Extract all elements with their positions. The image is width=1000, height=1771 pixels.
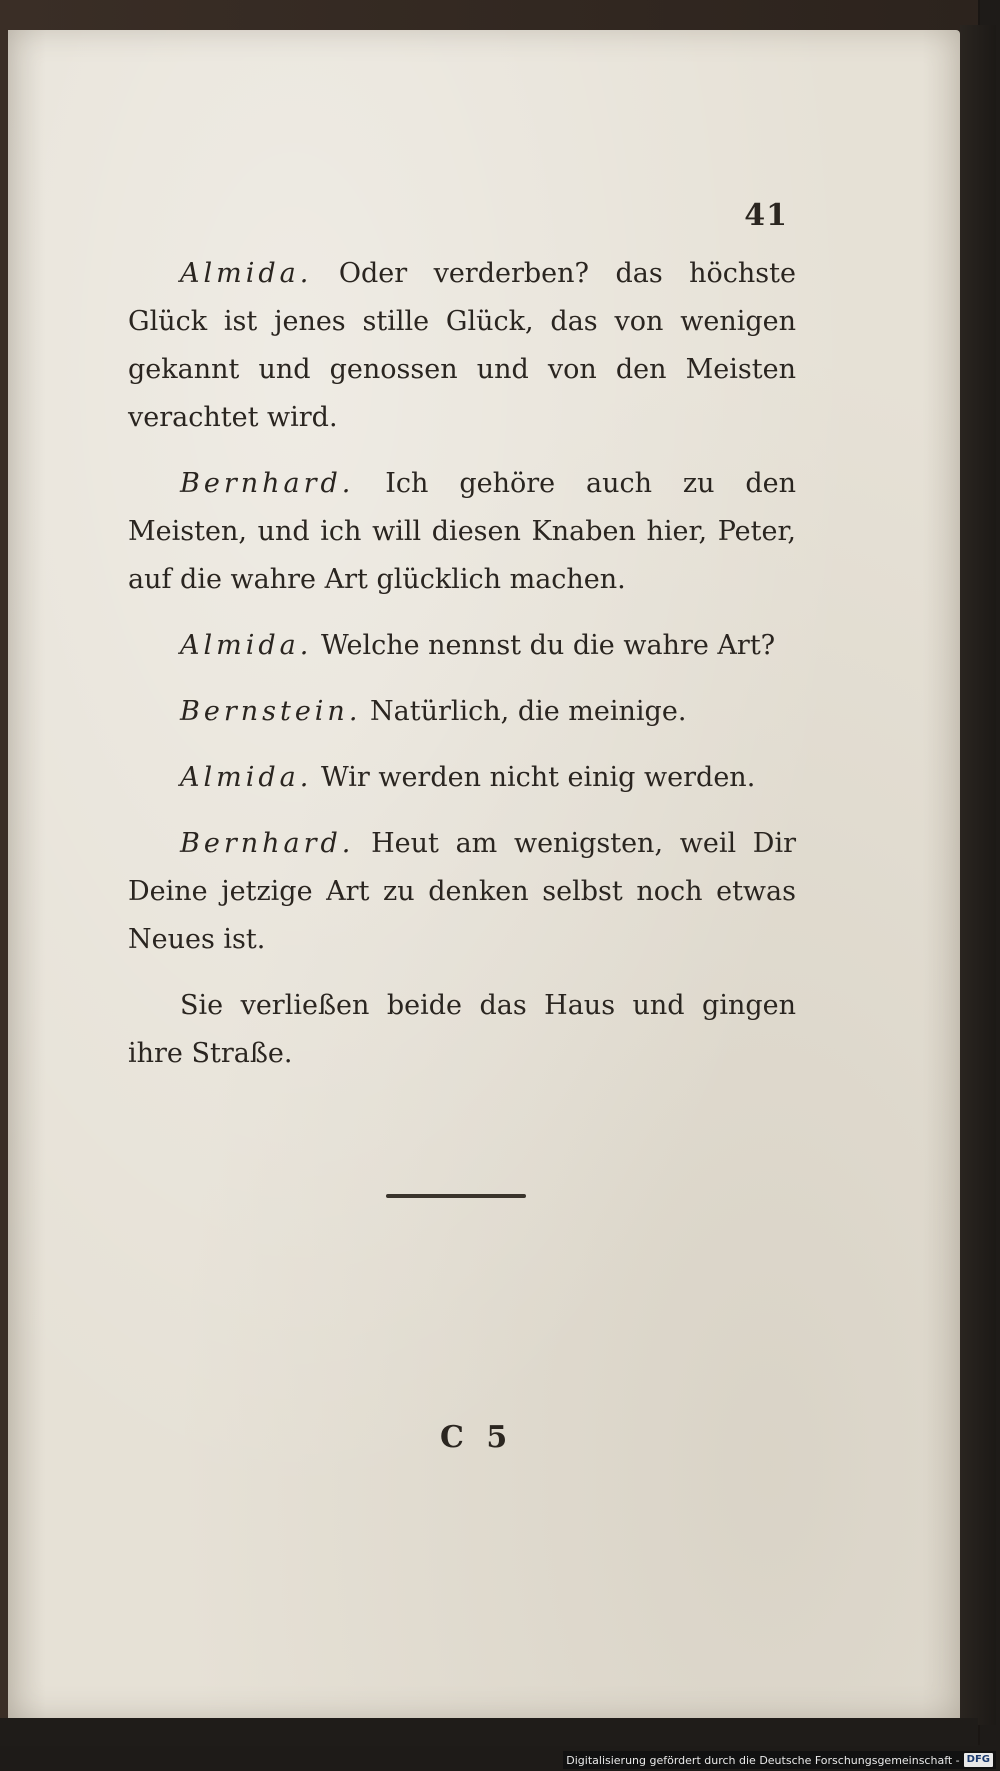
digitization-credit bbox=[563, 1751, 996, 1769]
credit-text: Digitalisierung gefördert durch die Deutsche Forschungsgemeinschaft - bbox=[566, 1753, 960, 1767]
paragraph-text: Natürlich, die meinige. bbox=[370, 696, 687, 727]
paragraph bbox=[128, 754, 796, 802]
speaker-name: Almida. bbox=[180, 762, 313, 793]
dfg-logo: DFG bbox=[964, 1753, 993, 1767]
page-gutter-shadow bbox=[960, 25, 996, 1725]
paragraph-text: Oder verderben? das höchste Glück ist jenes stille Glück, das von wenigen gekannt und genossen und von den Meisten verachtet wird. bbox=[128, 258, 796, 433]
page-number: 41 bbox=[744, 198, 788, 233]
printer-signature: C 5 bbox=[440, 1420, 514, 1455]
speaker-name: Almida. bbox=[180, 258, 313, 289]
paragraph-text: Ich gehöre auch zu den Meisten, und ich will diesen Knaben hier, Peter, auf die wahre Art glücklich machen. bbox=[128, 468, 797, 595]
speaker-name: Almida. bbox=[180, 630, 313, 661]
paragraph bbox=[128, 460, 796, 604]
paragraph bbox=[128, 982, 796, 1078]
bottom-border bbox=[0, 1718, 978, 1746]
paragraph-text: Heut am wenigsten, weil Dir Deine jetzige Art zu denken selbst noch etwas Neues ist. bbox=[128, 828, 796, 955]
paragraph bbox=[128, 622, 796, 670]
speaker-name: Bernhard. bbox=[180, 828, 355, 859]
section-end-rule bbox=[386, 1194, 526, 1198]
paragraph bbox=[128, 250, 796, 442]
paragraph bbox=[128, 688, 796, 736]
paragraph bbox=[128, 820, 796, 964]
speaker-name: Bernstein. bbox=[180, 696, 362, 727]
speaker-name: Bernhard. bbox=[180, 468, 355, 499]
paragraph-text: Sie verließen beide das Haus und gingen ihre Straße. bbox=[128, 990, 796, 1069]
paragraph-text: Welche nennst du die wahre Art? bbox=[320, 630, 776, 661]
paragraph-text: Wir werden nicht einig werden. bbox=[320, 762, 756, 793]
page-text bbox=[128, 250, 796, 1096]
